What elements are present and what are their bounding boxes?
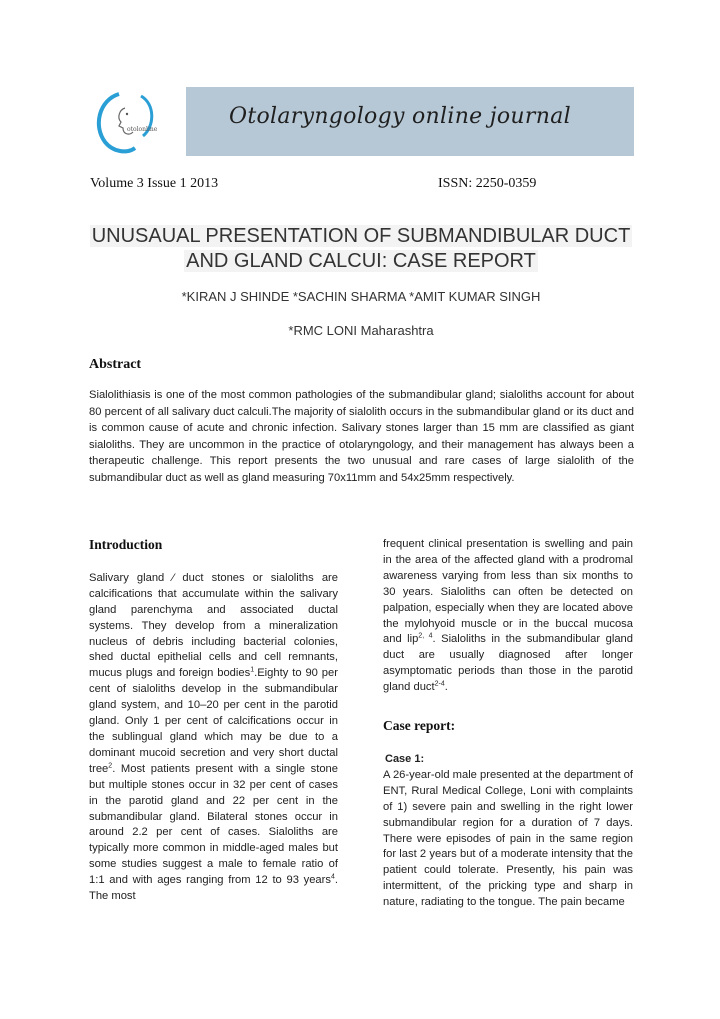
reference-superscript: 4 [330, 873, 335, 881]
left-column [89, 537, 338, 905]
journal-logo-icon [89, 86, 179, 158]
right-column [383, 537, 633, 911]
logo-text: otolonline [127, 126, 158, 133]
reference-superscript: 2, 4 [418, 632, 433, 640]
journal-title: Otolaryngology online journal [229, 104, 571, 129]
intro-text-f: . Sialoliths in the submandibular gland duct are usually diagnosed after longer asymptomatic periods than those in the parotid gland duct [383, 633, 633, 694]
intro-text-a: Salivary gland ⁄ duct stones or sialoliths are calcifications that accumulate within the salivary gland parenchyma and associated ductal systems. They develop from a mineralization nucleus of debris including bacterial colonies, shed ductal epithelial cells and cell remnants, mucus plugs and foreign bodies [89, 571, 338, 680]
case-1-label: Case 1: [385, 752, 425, 765]
reference-superscript: 2-4 [434, 680, 445, 688]
intro-text-g: . [444, 681, 448, 694]
journal-banner [89, 86, 634, 158]
issn: ISSN: 2250-0359 [438, 176, 537, 191]
intro-text-e: frequent clinical presentation is swelling and pain in the area of the affected gland with a prodromal awareness varying from less than six months to 30 years. Sialoliths can often be detected on palpation, especially when they are located above the mylohyoid muscle or in the buccal mucosa and lip [383, 538, 633, 646]
intro-text-d: . The most [89, 874, 338, 903]
title-line-2: AND GLAND CALCUI: CASE REPORT [186, 250, 536, 272]
intro-text-c: . Most patients present with a single stone but multiple stones occur in 32 per cent of cases in the parotid gland and 22 per cent in the submandibular gland. Bilateral stones occur in around 2.2 per cent of cases. Sialoliths are typically more common in middle-aged males but some studies suggest a male to female ratio of 1:1 and with ages ranging from 12 to 93 years [89, 762, 338, 887]
title-line-1: UNUSAUAL PRESENTATION OF SUBMANDIBULAR DUCT [91, 225, 631, 247]
reference-superscript: 1 [250, 666, 255, 674]
introduction-paragraph-2 [383, 537, 633, 696]
introduction-heading: Introduction [89, 537, 163, 552]
case-1-text: A 26-year-old male presented at the department of ENT, Rural Medical College, Loni with complaints of 1) severe pain and swelling in the right lower submandibular region for a duration of 7 days. There were episodes of pain in the same region for last 2 years but of a moderate intensity that the patient could tolerate. Presently, his pain was intermittent, of the pricking type and sharp in nature, radiating to the tongue. The pain became [383, 768, 634, 909]
abstract-text: Sialolithiasis is one of the most common pathologies of the submandibular gland; sialoliths account for about 80 percent of all salivary duct calculi.The majority of sialolith occurs in the submandibular gland or its duct and is common cause of acute and chronic infection. Salivary stones larger than 15 mm are classified as giant sialoliths. They are uncommon in the practice of otolaryngology, and their management has always been a therapeutic challenge. This report presents the two unusual and rare cases of large sialolith of the submandibular duct as well as gland measuring 70x11mm and 54x25mm respectively. [89, 389, 634, 484]
reference-superscript: 2 [108, 762, 113, 770]
intro-text-b: .Eighty to 90 per cent of sialoliths develop in the submandibular gland system, and 10–20 per cent in the parotid gland. Only 1 per cent of calcifications occur in the sublingual gland which may be due to a dominant mucoid secretion and very short ductal tree [89, 667, 338, 775]
introduction-paragraph-1 [89, 571, 338, 905]
affiliation: *RMC LONI Maharashtra [288, 323, 434, 338]
abstract-heading: Abstract [89, 357, 142, 372]
case-report-heading: Case report: [383, 718, 456, 734]
volume-issue: Volume 3 Issue 1 2013 [90, 176, 219, 191]
authors: *KIRAN J SHINDE *SACHIN SHARMA *AMIT KUMAR SINGH [181, 289, 541, 304]
article-title [88, 224, 634, 274]
